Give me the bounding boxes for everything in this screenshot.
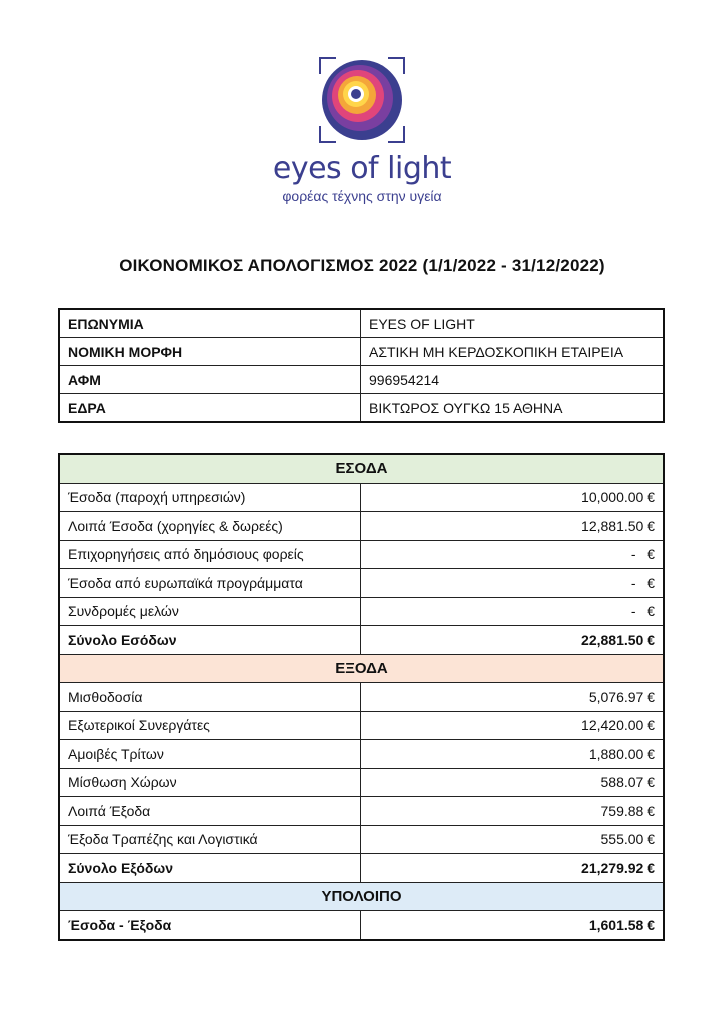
- company-info-table: [58, 308, 665, 423]
- info-value: ΑΣΤΙΚΗ ΜΗ ΚΕΡΔΟΣΚΟΠΙΚΗ ΕΤΑΙΡΕΙΑ: [361, 338, 665, 366]
- income-row: [59, 569, 664, 598]
- row-label: Μισθοδοσία: [59, 683, 361, 712]
- row-amount: - €: [361, 597, 665, 626]
- balance-row: [59, 911, 664, 940]
- row-amount: 12,881.50 €: [361, 512, 665, 541]
- income-row: [59, 512, 664, 541]
- row-label: Αμοιβές Τρίτων: [59, 740, 361, 769]
- row-label: Επιχορηγήσεις από δημόσιους φορείς: [59, 540, 361, 569]
- financial-table: [58, 453, 665, 941]
- info-row: [59, 394, 664, 423]
- income-total-label: Σύνολο Εσόδων: [59, 626, 361, 655]
- expense-row: [59, 797, 664, 826]
- income-row: [59, 597, 664, 626]
- row-amount: - €: [361, 540, 665, 569]
- expense-row: [59, 740, 664, 769]
- expense-header: ΕΞΟΔΑ: [59, 654, 664, 683]
- balance-amount: 1,601.58 €: [361, 911, 665, 940]
- income-row: [59, 483, 664, 512]
- row-label: Λοιπά Έξοδα: [59, 797, 361, 826]
- row-label: Μίσθωση Χώρων: [59, 768, 361, 797]
- income-header-row: [59, 454, 664, 483]
- expense-row: [59, 768, 664, 797]
- eye-logo-icon: [314, 52, 410, 148]
- row-amount: 5,076.97 €: [361, 683, 665, 712]
- info-row: [59, 366, 664, 394]
- balance-header-row: [59, 882, 664, 911]
- brand-name: eyes of light: [272, 151, 452, 186]
- row-amount: 588.07 €: [361, 768, 665, 797]
- info-label: ΕΠΩΝΥΜΙΑ: [59, 309, 361, 338]
- info-label: ΝΟΜΙΚΗ ΜΟΡΦΗ: [59, 338, 361, 366]
- info-value: 996954214: [361, 366, 665, 394]
- balance-label: Έσοδα - Έξοδα: [59, 911, 361, 940]
- expense-row: [59, 711, 664, 740]
- row-amount: 10,000.00 €: [361, 483, 665, 512]
- expense-header-row: [59, 654, 664, 683]
- income-total-amount: 22,881.50 €: [361, 626, 665, 655]
- row-label: Έσοδα από ευρωπαϊκά προγράμματα: [59, 569, 361, 598]
- brand-tagline: φορέας τέχνης στην υγεία: [282, 188, 442, 204]
- row-amount: 12,420.00 €: [361, 711, 665, 740]
- row-label: Λοιπά Έσοδα (χορηγίες & δωρεές): [59, 512, 361, 541]
- page-title: ΟΙΚΟΝΟΜΙΚΟΣ ΑΠΟΛΟΓΙΣΜΟΣ 2022 (1/1/2022 - 31/12/2022): [119, 256, 605, 275]
- info-value: EYES OF LIGHT: [361, 309, 665, 338]
- row-amount: 555.00 €: [361, 825, 665, 854]
- row-label: Έσοδα (παροχή υπηρεσιών): [59, 483, 361, 512]
- info-label: ΕΔΡΑ: [59, 394, 361, 423]
- info-row: [59, 338, 664, 366]
- income-header: ΕΣΟΔΑ: [59, 454, 664, 483]
- info-label: ΑΦΜ: [59, 366, 361, 394]
- info-value: ΒΙΚΤΩΡΟΣ ΟΥΓΚΩ 15 ΑΘΗΝΑ: [361, 394, 665, 423]
- balance-header: ΥΠΟΛΟΙΠΟ: [59, 882, 664, 911]
- row-amount: - €: [361, 569, 665, 598]
- row-amount: 759.88 €: [361, 797, 665, 826]
- logo: [0, 52, 724, 204]
- expense-total-row: [59, 854, 664, 883]
- expense-row: [59, 683, 664, 712]
- row-label: Εξωτερικοί Συνεργάτες: [59, 711, 361, 740]
- row-amount: 1,880.00 €: [361, 740, 665, 769]
- row-label: Έξοδα Τραπέζης και Λογιστικά: [59, 825, 361, 854]
- income-total-row: [59, 626, 664, 655]
- expense-row: [59, 825, 664, 854]
- income-row: [59, 540, 664, 569]
- row-label: Συνδρομές μελών: [59, 597, 361, 626]
- info-row: [59, 309, 664, 338]
- expense-total-label: Σύνολο Εξόδων: [59, 854, 361, 883]
- expense-total-amount: 21,279.92 €: [361, 854, 665, 883]
